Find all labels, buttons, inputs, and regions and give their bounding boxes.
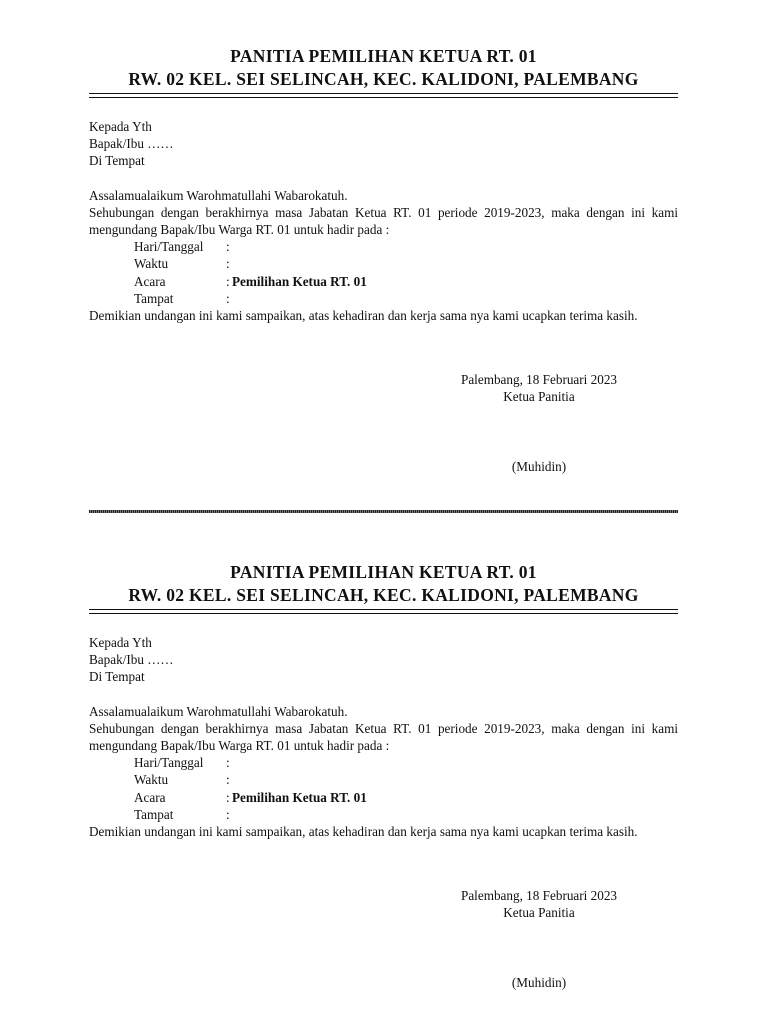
header-double-rule [89,609,678,614]
greeting: Assalamualaikum Warohmatullahi Wabarokatuh. [89,187,348,203]
letter-header-subtitle: RW. 02 KEL. SEI SELINCAH, KEC. KALIDONI, PALEMBANG [128,69,639,89]
intro-paragraph: Sehubungan dengan berakhirnya masa Jabatan Ketua RT. 01 periode 2019-2023, maka dengan ini kami mengundang Bapak/Ibu Warga RT. 01 untuk hadir pada : [89,204,678,238]
greeting: Assalamualaikum Warohmatullahi Wabarokatuh. [89,703,348,719]
cut-line-separator [89,510,678,513]
detail-label: Tampat [134,806,174,822]
detail-colon: : [226,239,230,255]
detail-label: Hari/Tanggal [134,239,204,255]
recipient-line: Bapak/Ibu …… [89,136,174,152]
detail-row [89,290,678,307]
detail-label: Waktu [134,256,169,272]
detail-colon: : [226,290,230,306]
closing-paragraph: Demikian undangan ini kami sampaikan, atas kehadiran dan kerja sama nya kami ucapkan terima kasih. [89,824,638,840]
detail-colon: : [226,772,230,788]
detail-label: Waktu [134,772,169,788]
detail-label: Acara [134,789,166,805]
invitation-letter-1 [89,45,678,474]
place-date: Palembang, 18 Februari 2023 [460,888,618,903]
detail-row [89,789,678,806]
letter-header-title: PANITIA PEMILIHAN KETUA RT. 01 [230,46,537,66]
signature-block [409,887,669,921]
place-date: Palembang, 18 Februari 2023 [460,372,618,387]
detail-row [89,806,678,823]
recipient-block [89,118,678,170]
recipient-line: Kepada Yth [89,635,152,650]
letter-header-title: PANITIA PEMILIHAN KETUA RT. 01 [230,562,537,582]
signer-name: (Muhidin) [511,975,567,990]
detail-colon: : [226,273,230,289]
closing-paragraph: Demikian undangan ini kami sampaikan, atas kehadiran dan kerja sama nya kami ucapkan terima kasih. [89,308,638,324]
header-double-rule [89,93,678,98]
detail-value: Pemilihan Ketua RT. 01 [232,789,367,805]
detail-row [89,238,678,255]
detail-colon: : [226,755,230,771]
intro-paragraph: Sehubungan dengan berakhirnya masa Jabatan Ketua RT. 01 periode 2019-2023, maka dengan ini kami mengundang Bapak/Ibu Warga RT. 01 untuk hadir pada : [89,720,678,754]
signer-title: Ketua Panitia [503,389,575,405]
signer-name: (Muhidin) [511,459,567,474]
detail-row [89,754,678,771]
detail-colon: : [226,806,230,822]
invitation-letter-2 [89,561,678,990]
detail-label: Tampat [134,290,174,306]
detail-label: Acara [134,273,166,289]
recipient-line: Di Tempat [89,153,145,169]
detail-colon: : [226,256,230,272]
recipient-line: Bapak/Ibu …… [89,652,174,668]
detail-colon: : [226,789,230,805]
detail-row [89,771,678,788]
detail-row [89,273,678,290]
recipient-line: Di Tempat [89,669,145,685]
recipient-line: Kepada Yth [89,119,152,134]
recipient-block [89,634,678,686]
event-details [89,754,678,823]
event-details [89,238,678,307]
detail-label: Hari/Tanggal [134,755,204,771]
detail-row [89,255,678,272]
letter-header-subtitle: RW. 02 KEL. SEI SELINCAH, KEC. KALIDONI, PALEMBANG [128,585,639,605]
detail-value: Pemilihan Ketua RT. 01 [232,273,367,289]
signature-block [409,371,669,405]
signer-title: Ketua Panitia [503,905,575,921]
